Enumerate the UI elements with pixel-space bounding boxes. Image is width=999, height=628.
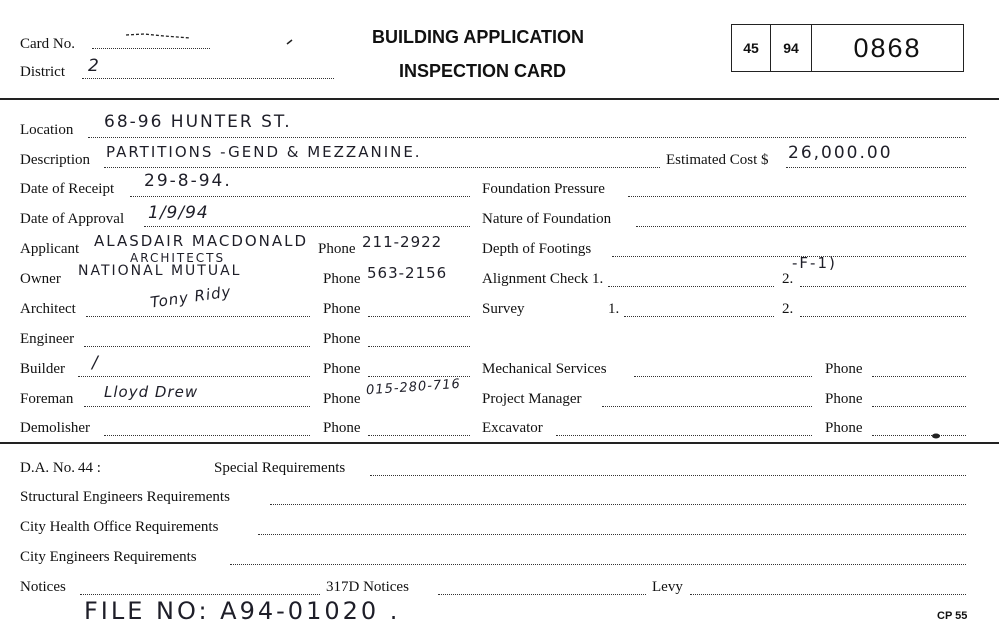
- levy-label: Levy: [652, 579, 683, 595]
- number-box-b: 94: [771, 25, 812, 71]
- district-value[interactable]: 2: [88, 56, 100, 76]
- mechanical-services-label: Mechanical Services: [482, 361, 607, 377]
- survey-1-line[interactable]: [624, 316, 774, 317]
- excavator-phone-label: Phone: [825, 420, 863, 436]
- district-line[interactable]: [82, 78, 334, 79]
- date-of-receipt-label: Date of Receipt: [20, 181, 115, 197]
- ink-dot: [930, 432, 944, 440]
- da-no-value: 44 :: [78, 460, 101, 476]
- project-manager-phone-label: Phone: [825, 391, 863, 407]
- foreman-label: Foreman: [20, 391, 74, 407]
- demolisher-line[interactable]: [104, 435, 310, 436]
- alignment-check-label: Alignment Check 1.: [482, 271, 604, 287]
- special-requirements-label: Special Requirements: [214, 460, 346, 476]
- estimated-cost-label: Estimated Cost $: [666, 152, 769, 168]
- builder-label: Builder: [20, 361, 65, 377]
- form-code: CP 55: [937, 610, 968, 622]
- owner-phone-value[interactable]: 563-2156: [367, 264, 448, 282]
- survey-label: Survey: [482, 301, 525, 317]
- project-manager-phone-line[interactable]: [872, 406, 966, 407]
- project-manager-line[interactable]: [602, 406, 812, 407]
- survey-1-label: 1.: [608, 301, 620, 317]
- notices-317d-line[interactable]: [438, 594, 646, 595]
- file-number: FILE NO: A94-01020 .: [84, 597, 401, 625]
- architect-phone-line[interactable]: [368, 316, 470, 317]
- demolisher-phone-line[interactable]: [368, 435, 470, 436]
- notices-line[interactable]: [80, 594, 320, 595]
- city-engineers-line[interactable]: [230, 564, 966, 565]
- card-serial-number: 0868: [853, 32, 922, 63]
- foundation-pressure-label: Foundation Pressure: [482, 181, 605, 197]
- location-line[interactable]: [88, 137, 966, 138]
- excavator-phone-line[interactable]: [872, 435, 966, 436]
- date-of-receipt-value[interactable]: 29-8-94.: [144, 171, 232, 191]
- survey-2-label: 2.: [782, 301, 794, 317]
- foundation-pressure-line[interactable]: [628, 196, 966, 197]
- title-line-1: BUILDING APPLICATION: [372, 27, 584, 47]
- nature-of-foundation-label: Nature of Foundation: [482, 211, 612, 227]
- applicant-phone-value[interactable]: 211-2922: [362, 233, 443, 251]
- levy-line[interactable]: [690, 594, 966, 595]
- nature-of-foundation-line[interactable]: [636, 226, 966, 227]
- date-of-approval-label: Date of Approval: [20, 211, 125, 227]
- location-value[interactable]: 68-96 HUNTER ST.: [104, 112, 292, 132]
- title-line-2: INSPECTION CARD: [399, 61, 567, 81]
- scribble-mark: [124, 30, 194, 40]
- date-of-approval-value[interactable]: 1/9/94: [148, 203, 209, 223]
- city-engineers-label: City Engineers Requirements: [20, 549, 197, 565]
- structural-engineers-label: Structural Engineers Requirements: [20, 489, 230, 505]
- owner-phone-label: Phone: [323, 271, 361, 287]
- header-divider: [0, 98, 999, 100]
- mechanical-services-phone-label: Phone: [825, 361, 863, 377]
- engineer-label: Engineer: [20, 331, 75, 347]
- card-no-line[interactable]: [92, 48, 210, 49]
- da-no-label: D.A. No.: [20, 460, 75, 476]
- builder-line[interactable]: [78, 376, 310, 377]
- notices-317d-label: 317D Notices: [326, 579, 409, 595]
- mechanical-services-line[interactable]: [634, 376, 812, 377]
- alignment-check-2-line[interactable]: [800, 286, 966, 287]
- special-requirements-line[interactable]: [370, 475, 966, 476]
- applicant-label: Applicant: [20, 241, 80, 257]
- foreman-phone-value[interactable]: 015-280-716: [365, 376, 462, 399]
- engineer-line[interactable]: [84, 346, 310, 347]
- project-manager-label: Project Manager: [482, 391, 582, 407]
- notices-label: Notices: [20, 579, 66, 595]
- city-health-label: City Health Office Requirements: [20, 519, 219, 535]
- description-value[interactable]: PARTITIONS -GEND & MEZZANINE.: [106, 143, 422, 161]
- applicant-phone-label: Phone: [318, 241, 356, 257]
- card-number-box: [731, 24, 964, 72]
- engineer-phone-line[interactable]: [368, 346, 470, 347]
- date-of-approval-line[interactable]: [144, 226, 470, 227]
- district-label: District: [20, 64, 65, 80]
- builder-value[interactable]: /: [92, 353, 99, 373]
- demolisher-phone-label: Phone: [323, 420, 361, 436]
- depth-of-footings-line[interactable]: [612, 256, 966, 257]
- excavator-label: Excavator: [482, 420, 543, 436]
- description-line[interactable]: [104, 167, 660, 168]
- architect-value[interactable]: Tony Ridy: [149, 282, 233, 312]
- structural-engineers-line[interactable]: [270, 504, 966, 505]
- foreman-line[interactable]: [84, 406, 310, 407]
- pen-mark: [285, 38, 295, 46]
- applicant-value[interactable]: ALASDAIR MACDONALD: [94, 232, 309, 250]
- number-box-a: 45: [732, 25, 771, 71]
- date-of-receipt-line[interactable]: [130, 196, 470, 197]
- fields-divider: [0, 442, 999, 444]
- mechanical-services-phone-line[interactable]: [872, 376, 966, 377]
- estimated-cost-value[interactable]: 26,000.00: [788, 143, 893, 163]
- location-label: Location: [20, 122, 74, 138]
- engineer-phone-label: Phone: [323, 331, 361, 347]
- survey-2-line[interactable]: [800, 316, 966, 317]
- foreman-phone-label: Phone: [323, 391, 361, 407]
- owner-value[interactable]: NATIONAL MUTUAL: [78, 263, 242, 279]
- builder-phone-label: Phone: [323, 361, 361, 377]
- architect-label: Architect: [20, 301, 76, 317]
- estimated-cost-line[interactable]: [786, 167, 966, 168]
- excavator-line[interactable]: [556, 435, 812, 436]
- alignment-check-1-line[interactable]: [608, 286, 774, 287]
- owner-label: Owner: [20, 271, 61, 287]
- city-health-line[interactable]: [258, 534, 966, 535]
- applicant-value-line-2[interactable]: ARCHITECTS: [130, 251, 226, 265]
- demolisher-label: Demolisher: [20, 420, 90, 436]
- depth-of-footings-label: Depth of Footings: [482, 241, 592, 257]
- description-label: Description: [20, 152, 90, 168]
- foreman-value[interactable]: Lloyd Drew: [104, 383, 199, 401]
- card-no-label: Card No.: [20, 36, 75, 52]
- alignment-check-2-value[interactable]: -F-1): [792, 254, 837, 272]
- architect-line[interactable]: [86, 316, 310, 317]
- alignment-check-2-label: 2.: [782, 271, 794, 287]
- architect-phone-label: Phone: [323, 301, 361, 317]
